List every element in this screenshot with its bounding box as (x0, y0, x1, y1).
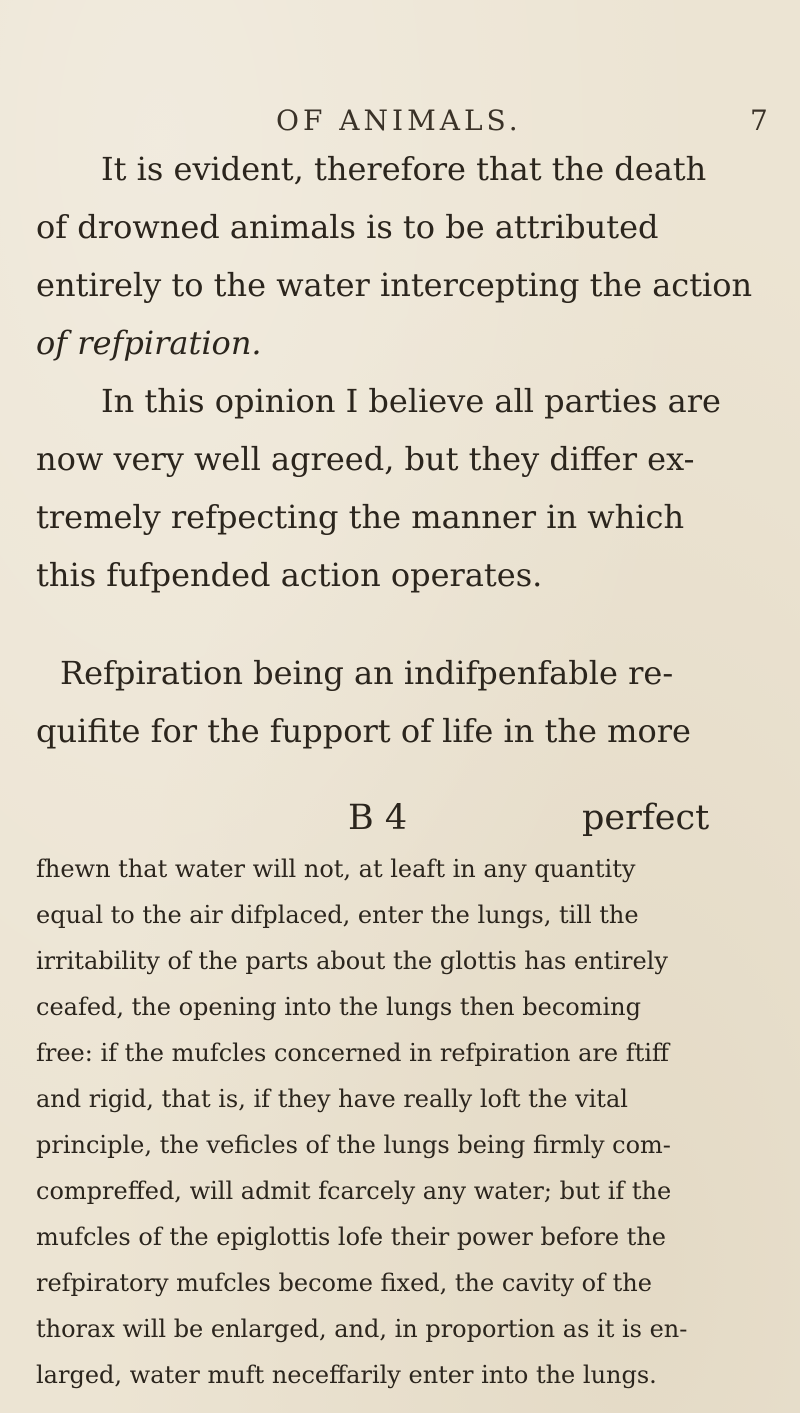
text-line: now very well agreed, but they differ ex- (36, 440, 695, 478)
running-title: OF ANIMALS. (276, 104, 522, 137)
text-line: principle, the veficles of the lungs being firmly com- (36, 1131, 671, 1159)
text-line: quifite for the fupport of life in the more (36, 712, 691, 750)
text-line: this fufpended action operates. (36, 556, 543, 594)
text-line: entirely to the water intercepting the action (36, 266, 753, 304)
text-line: ceafed, the opening into the lungs then becoming (36, 993, 641, 1021)
text-line: equal to the air difplaced, enter the lungs, till the (36, 901, 639, 929)
running-head (0, 100, 800, 150)
text-line: fhewn that water will not, at leaft in any quantity (36, 855, 636, 883)
text-line: In this opinion I believe all parties are (101, 382, 721, 420)
text-line: thorax will be enlarged, and, in proportion as it is en- (36, 1315, 688, 1343)
text-line: of refpiration. (36, 324, 262, 362)
text-line: free: if the mufcles concerned in refpiration are ftiff (36, 1039, 669, 1067)
text-line: and rigid, that is, if they have really loft the vital (36, 1085, 628, 1113)
text-line: irritability of the parts about the glottis has entirely (36, 947, 668, 975)
text-line: compreffed, will admit fcarcely any water; but if the (36, 1177, 672, 1205)
text-line: refpiratory mufcles become fixed, the cavity of the (36, 1269, 652, 1297)
signature-line (0, 798, 800, 848)
text-line: of drowned animals is to be attributed (36, 208, 659, 246)
catchword: perfect (582, 798, 710, 838)
text-line: It is evident, therefore that the death (101, 150, 707, 188)
signature-mark: B 4 (348, 798, 408, 838)
text-line: tremely refpecting the manner in which (36, 498, 685, 536)
text-line: Refpiration being an indifpenfable re- (60, 654, 674, 692)
text-line: larged, water muft neceffarily enter into the lungs. (36, 1361, 657, 1389)
page-number: 7 (750, 104, 768, 137)
text-line: mufcles of the epiglottis lofe their power before the (36, 1223, 666, 1251)
